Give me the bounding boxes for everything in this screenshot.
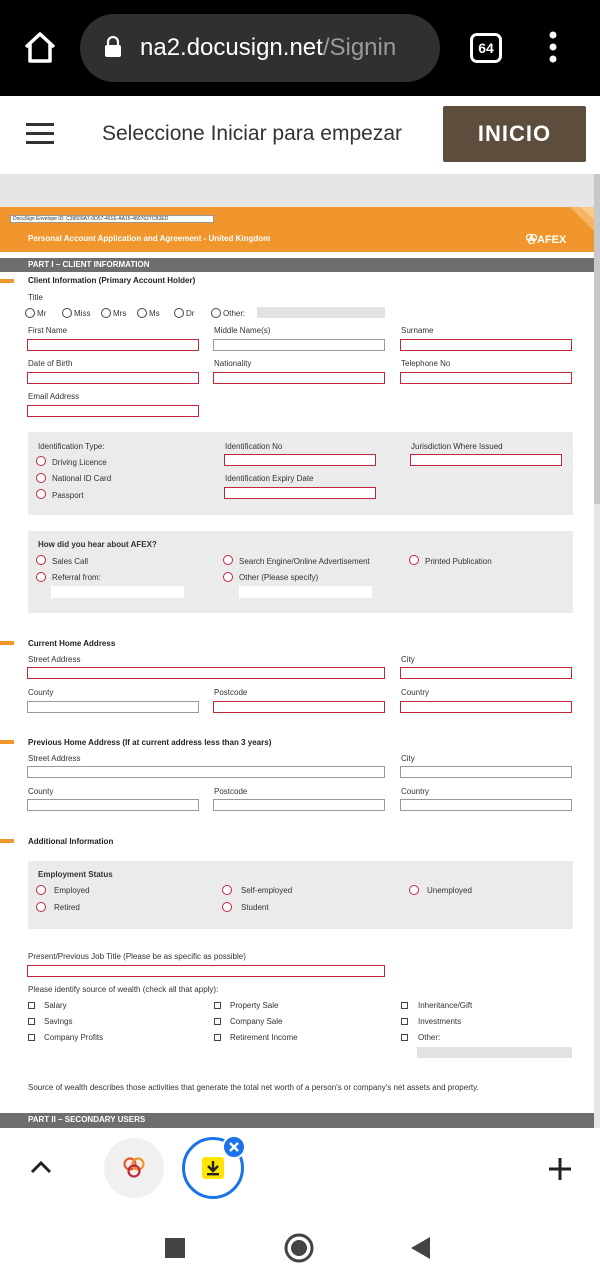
- wealth-checkbox-inheritance[interactable]: [401, 1002, 408, 1009]
- more-menu-icon[interactable]: [548, 30, 558, 64]
- title-radio-ms[interactable]: [137, 308, 147, 318]
- corner-decoration-icon: [560, 207, 594, 237]
- current-address-heading: Current Home Address: [28, 639, 116, 648]
- hear-radio-sales-call[interactable]: [36, 555, 46, 565]
- hamburger-menu-icon[interactable]: [26, 123, 56, 145]
- postcode-label: Postcode: [214, 688, 248, 697]
- wealth-option-label: Company Sale: [230, 1017, 283, 1026]
- previous-city-field[interactable]: [400, 766, 572, 778]
- country-label: Country: [401, 787, 430, 796]
- referral-from-field[interactable]: [51, 586, 184, 598]
- title-radio-mrs[interactable]: [101, 308, 111, 318]
- title-radio-mr[interactable]: [25, 308, 35, 318]
- street-label: Street Address: [28, 655, 81, 664]
- employment-radio-self-employed[interactable]: [222, 885, 232, 895]
- previous-postcode-field[interactable]: [213, 799, 385, 811]
- county-label: County: [28, 688, 54, 697]
- section-marker: [0, 641, 14, 645]
- afex-logo: AFEX: [526, 234, 566, 246]
- hear-option-label: Referral from:: [52, 573, 101, 582]
- document-title: Personal Account Application and Agreement - United Kingdom: [28, 234, 271, 243]
- title-radio-other[interactable]: [211, 308, 221, 318]
- current-postcode-field[interactable]: [213, 701, 385, 713]
- id-radio-national-id[interactable]: [36, 473, 46, 483]
- wealth-option-label: Investments: [418, 1017, 462, 1026]
- street-label: Street Address: [28, 754, 81, 763]
- middle-name-field[interactable]: [213, 339, 385, 351]
- hear-radio-other[interactable]: [223, 572, 233, 582]
- plus-icon[interactable]: [548, 1157, 572, 1181]
- tab-count: 64: [478, 40, 494, 56]
- hear-option-label: Printed Publication: [425, 557, 492, 566]
- section-marker: [0, 839, 14, 843]
- wealth-option-label: Savings: [44, 1017, 73, 1026]
- title-label: Title: [28, 293, 43, 302]
- wealth-prompt: Please identify source of wealth (check all that apply):: [28, 985, 219, 994]
- envelope-id: DocuSign Envelope ID: C39509A7-0D57-491E-AA16-4807627CB3ED: [10, 215, 214, 223]
- document-page: [0, 207, 594, 1128]
- previous-county-field[interactable]: [27, 799, 199, 811]
- jurisdiction-label: Jurisdiction Where Issued: [411, 442, 503, 451]
- current-city-field[interactable]: [400, 667, 572, 679]
- title-radio-miss[interactable]: [62, 308, 72, 318]
- wealth-checkbox-company-profits[interactable]: [28, 1034, 35, 1041]
- wealth-checkbox-other[interactable]: [401, 1034, 408, 1041]
- part-one-bar: PART I – CLIENT INFORMATION: [0, 258, 594, 272]
- previous-address-heading: Previous Home Address (If at current address less than 3 years): [28, 738, 272, 747]
- wealth-checkbox-savings[interactable]: [28, 1018, 35, 1025]
- telephone-field[interactable]: [400, 372, 572, 384]
- employment-option-label: Retired: [54, 903, 80, 912]
- nationality-field[interactable]: [213, 372, 385, 384]
- section-marker: [0, 740, 14, 744]
- first-name-label: First Name: [28, 326, 68, 335]
- employment-radio-student[interactable]: [222, 902, 232, 912]
- address-bar[interactable]: [80, 14, 440, 82]
- title-option-label: Dr: [186, 309, 195, 318]
- hear-radio-printed[interactable]: [409, 555, 419, 565]
- job-title-label: Present/Previous Job Title (Please be as specific as possible): [28, 952, 246, 961]
- dob-field[interactable]: [27, 372, 199, 384]
- hear-option-label: Search Engine/Online Advertisement: [239, 557, 370, 566]
- surname-field[interactable]: [400, 339, 572, 351]
- title-other-field[interactable]: [257, 307, 385, 318]
- surname-label: Surname: [401, 326, 434, 335]
- employment-option-label: Student: [241, 903, 269, 912]
- id-radio-passport[interactable]: [36, 489, 46, 499]
- close-download-button[interactable]: [222, 1135, 246, 1159]
- close-icon: [228, 1141, 240, 1153]
- hear-option-label: Other (Please specify): [239, 573, 319, 582]
- system-nav-bar: [0, 1210, 600, 1288]
- hear-radio-search-engine[interactable]: [223, 555, 233, 565]
- part-two-bar: PART II – SECONDARY USERS: [0, 1113, 594, 1128]
- title-option-label: Mr: [37, 309, 47, 318]
- wealth-checkbox-property-sale[interactable]: [214, 1002, 221, 1009]
- city-label: City: [401, 754, 415, 763]
- signing-instruction: Seleccione Iniciar para empezar: [102, 122, 402, 145]
- recents-icon[interactable]: [165, 1238, 185, 1258]
- url-text: na2.docusign.net/Signin: [140, 34, 397, 61]
- previous-country-field[interactable]: [400, 799, 572, 811]
- wealth-checkbox-salary[interactable]: [28, 1002, 35, 1009]
- id-expiry-label: Identification Expiry Date: [225, 474, 314, 483]
- id-expiry-field[interactable]: [224, 487, 376, 499]
- hear-option-label: Sales Call: [52, 557, 89, 566]
- id-option-label: National ID Card: [52, 474, 112, 483]
- additional-info-heading: Additional Information: [28, 837, 114, 846]
- wealth-checkbox-retirement-income[interactable]: [214, 1034, 221, 1041]
- id-no-label: Identification No: [225, 442, 283, 451]
- afex-tab-button[interactable]: [104, 1138, 164, 1198]
- id-type-label: Identification Type:: [38, 442, 105, 451]
- employment-radio-retired[interactable]: [36, 902, 46, 912]
- middle-name-label: Middle Name(s): [214, 326, 271, 335]
- county-label: County: [28, 787, 54, 796]
- home-icon[interactable]: [22, 30, 58, 64]
- wealth-checkbox-company-sale[interactable]: [214, 1018, 221, 1025]
- hear-other-field[interactable]: [239, 586, 372, 598]
- telephone-label: Telephone No: [401, 359, 451, 368]
- start-button[interactable]: INICIO: [443, 106, 586, 162]
- bottom-toolbar: [0, 1128, 600, 1210]
- employment-heading: Employment Status: [38, 870, 113, 879]
- wealth-option-label: Retirement Income: [230, 1033, 298, 1042]
- employment-option-label: Employed: [54, 886, 90, 895]
- wealth-other-field[interactable]: [417, 1047, 572, 1058]
- current-county-field[interactable]: [27, 701, 199, 713]
- id-no-field[interactable]: [224, 454, 376, 466]
- id-option-label: Driving Licence: [52, 458, 107, 467]
- email-label: Email Address: [28, 392, 80, 401]
- wealth-option-label: Salary: [44, 1001, 67, 1010]
- email-field[interactable]: [27, 405, 199, 417]
- job-title-field[interactable]: [27, 965, 385, 977]
- title-radio-dr[interactable]: [174, 308, 184, 318]
- document-scrollbar[interactable]: [594, 174, 600, 504]
- hear-radio-referral[interactable]: [36, 572, 46, 582]
- jurisdiction-field[interactable]: [410, 454, 562, 466]
- title-option-label: Ms: [149, 309, 160, 318]
- wealth-option-label: Property Sale: [230, 1001, 279, 1010]
- wealth-note: Source of wealth describes those activities that generate the total net worth of a person's or company's net assets and property.: [28, 1083, 479, 1092]
- title-option-label: Miss: [74, 309, 91, 318]
- back-icon[interactable]: [410, 1236, 432, 1260]
- employment-option-label: Self-employed: [241, 886, 293, 895]
- client-info-heading: Client Information (Primary Account Holder): [28, 276, 196, 285]
- employment-radio-unemployed[interactable]: [409, 885, 419, 895]
- section-marker: [0, 279, 14, 283]
- first-name-field[interactable]: [27, 339, 199, 351]
- wealth-option-label: Other:: [418, 1033, 441, 1042]
- id-option-label: Passport: [52, 491, 84, 500]
- chevron-up-icon[interactable]: [30, 1160, 52, 1174]
- afex-favicon-icon: [123, 1156, 145, 1178]
- employment-option-label: Unemployed: [427, 886, 472, 895]
- signing-header: [0, 96, 600, 174]
- afex-logo-icon: [526, 234, 537, 244]
- city-label: City: [401, 655, 415, 664]
- current-street-field[interactable]: [27, 667, 385, 679]
- current-country-field[interactable]: [400, 701, 572, 713]
- nationality-label: Nationality: [214, 359, 252, 368]
- wealth-option-label: Inheritance/Gift: [418, 1001, 473, 1010]
- browser-top-bar: [0, 0, 600, 96]
- home-circle-icon[interactable]: [284, 1233, 314, 1263]
- wealth-checkbox-investments[interactable]: [401, 1018, 408, 1025]
- postcode-label: Postcode: [214, 787, 248, 796]
- title-option-label: Other:: [223, 309, 246, 318]
- download-icon: [202, 1157, 224, 1179]
- hear-about-heading: How did you hear about AFEX?: [38, 540, 157, 549]
- country-label: Country: [401, 688, 430, 697]
- id-radio-driving-licence[interactable]: [36, 456, 46, 466]
- tab-switcher-button[interactable]: [470, 33, 502, 63]
- document-header-band: [0, 207, 594, 252]
- lock-icon: [104, 36, 122, 58]
- employment-radio-employed[interactable]: [36, 885, 46, 895]
- title-option-label: Mrs: [113, 309, 127, 318]
- wealth-option-label: Company Profits: [44, 1033, 104, 1042]
- dob-label: Date of Birth: [28, 359, 73, 368]
- previous-street-field[interactable]: [27, 766, 385, 778]
